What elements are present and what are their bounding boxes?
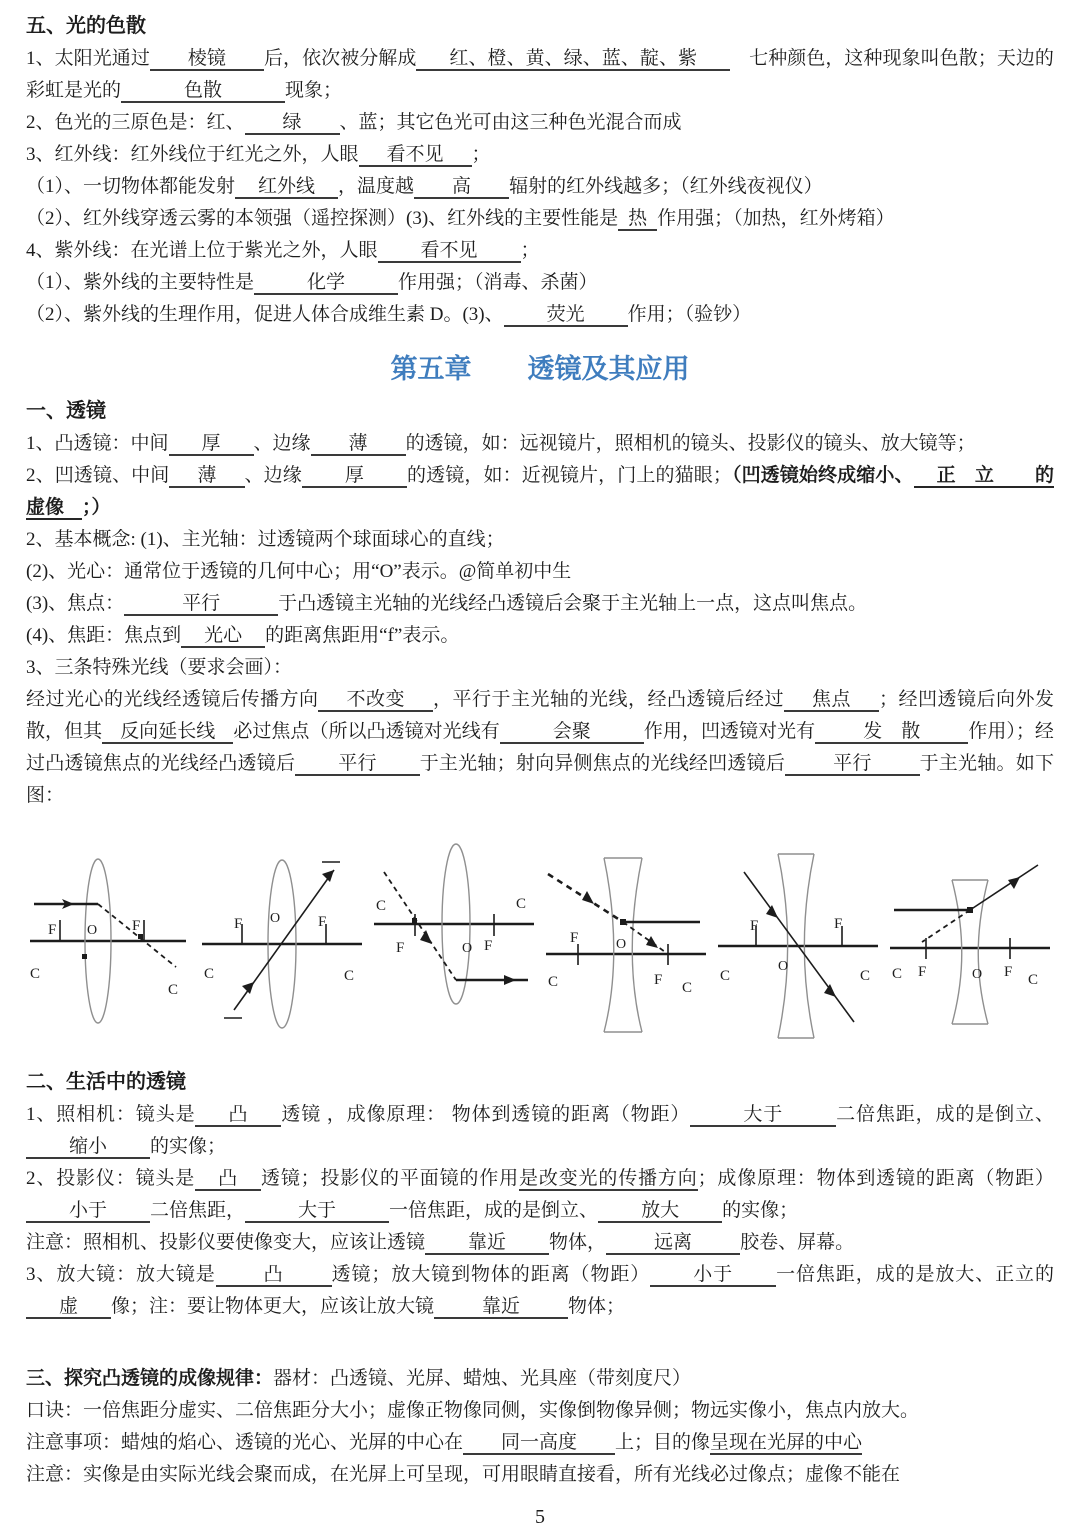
text-run: 的透镜，如：近视镜片，门上的猫眼； bbox=[407, 465, 732, 486]
label-c-right: C bbox=[516, 896, 527, 912]
paragraph bbox=[26, 556, 1054, 588]
label-c-left: C bbox=[720, 968, 731, 984]
text-run: ；） bbox=[82, 497, 111, 518]
virtual-extension bbox=[922, 910, 970, 942]
arrowhead bbox=[504, 975, 516, 985]
paragraph bbox=[26, 267, 1054, 299]
paragraph bbox=[26, 652, 1054, 684]
text-run: 作用）；经过凸透镜焦点的光线经凸透镜后 bbox=[26, 721, 1054, 774]
blank-answer: 正 立 bbox=[914, 465, 1017, 488]
blank-answer: 平行 bbox=[124, 593, 278, 616]
text-run: 上；目的像 bbox=[615, 1432, 711, 1453]
label-f-left: F bbox=[570, 930, 579, 946]
text-run: 2、色光的三原色是：红、 bbox=[26, 112, 245, 133]
text-run: ； bbox=[471, 144, 491, 165]
text-run: 4、紫外线：在光谱上位于紫光之外，人眼 bbox=[26, 240, 378, 261]
blank-answer: 看不见 bbox=[378, 240, 521, 263]
blank-answer: 小于 bbox=[650, 1264, 776, 1287]
paragraph bbox=[26, 1227, 1054, 1259]
paragraph bbox=[26, 1163, 1054, 1227]
paragraph bbox=[26, 235, 1054, 267]
blank-answer: 红外线 bbox=[235, 176, 338, 199]
section-body bbox=[26, 428, 1054, 812]
text-run: 物体； bbox=[568, 1296, 626, 1317]
label-f-right: F bbox=[132, 918, 141, 934]
text-run: 二倍焦距，成的是倒立、 bbox=[836, 1104, 1054, 1125]
diagram-convex-focus-ray bbox=[370, 816, 538, 1048]
label-f-right: F bbox=[654, 972, 663, 988]
blank-answer: 色散 bbox=[121, 80, 285, 103]
text-run: ； bbox=[520, 240, 540, 261]
text-run: 2、基本概念: (1)、主光轴：过透镜两个球面球心的直线； bbox=[26, 529, 505, 550]
label-f-left: F bbox=[396, 940, 405, 956]
blank-answer: 凸 bbox=[195, 1168, 261, 1191]
label-c-left: C bbox=[204, 966, 215, 982]
blank-answer: 放大 bbox=[598, 1200, 722, 1223]
section-body bbox=[26, 1099, 1054, 1323]
blank-answer: 的虚像 bbox=[26, 465, 1054, 518]
text-run: 作用，凹透镜对光有 bbox=[643, 721, 816, 742]
diagram-concave-parallel-ray bbox=[886, 816, 1054, 1048]
label-optical-center: O bbox=[270, 911, 281, 926]
paragraph bbox=[26, 139, 1054, 171]
blank-answer: 反向延长线 bbox=[102, 721, 233, 744]
text-run: （2）、红外线穿透云雾的本领强（遥控探测）(3)、红外线的主要性能是 bbox=[26, 208, 619, 229]
label-c-right: C bbox=[168, 982, 179, 998]
label-c-right: C bbox=[860, 968, 871, 984]
blank-answer: 看不见 bbox=[359, 144, 472, 167]
text-run: 辐射的红外线越多；（红外线夜视仪） bbox=[509, 176, 823, 197]
label-c-left: C bbox=[548, 974, 559, 990]
blank-answer: 棱镜 bbox=[150, 48, 264, 71]
text-run: (3)、焦点： bbox=[26, 593, 125, 614]
label-f-left: F bbox=[234, 916, 243, 932]
text-run: 于凸透镜主光轴的光线经凸透镜后会聚于主光轴上一点，这点叫焦点。 bbox=[278, 593, 868, 614]
blank-answer: 大于 bbox=[245, 1200, 389, 1223]
blank-answer: 小于 bbox=[26, 1200, 150, 1223]
blank-answer: 大于 bbox=[690, 1104, 836, 1127]
chapter-number: 第五章 bbox=[390, 354, 472, 384]
blank-answer: 高 bbox=[414, 176, 509, 199]
text-run: 三、探究凸透镜的成像规律： bbox=[26, 1368, 274, 1389]
text-run: 作用强；（加热，红外烤箱） bbox=[657, 208, 895, 229]
blank-answer: 虚 bbox=[26, 1296, 111, 1319]
section-body bbox=[26, 1363, 1054, 1491]
text-run: ，温度越 bbox=[338, 176, 415, 197]
junction-dot bbox=[967, 907, 973, 913]
diagram-convex-parallel-ray bbox=[26, 816, 194, 1048]
text-run: 注意事项：蜡烛的焰心、透镜的光心、光屏的中心在 bbox=[26, 1432, 464, 1453]
text-run: 的实像； bbox=[150, 1136, 227, 1157]
blank-answer: 平行 bbox=[295, 753, 419, 776]
arrowhead bbox=[766, 905, 778, 918]
blank-answer: 会聚 bbox=[500, 721, 644, 744]
junction-dot bbox=[620, 919, 626, 925]
blank-answer: 平行 bbox=[785, 753, 919, 776]
text-run: 透镜；放大镜到物体的距离（物距） bbox=[331, 1264, 651, 1285]
label-c-left: C bbox=[376, 898, 387, 914]
text-run: 3、红外线：红外线位于红光之外，人眼 bbox=[26, 144, 359, 165]
label-optical-center: O bbox=[87, 923, 98, 938]
blank-answer: 热 bbox=[618, 208, 657, 231]
section-heading: 一、透镜 bbox=[26, 400, 106, 422]
paragraph bbox=[26, 684, 1054, 812]
chapter-name: 透镜及其应用 bbox=[527, 354, 690, 384]
diagram-concave-center-ray bbox=[714, 816, 882, 1048]
label-c-right: C bbox=[344, 968, 355, 984]
section-light-dispersion bbox=[26, 10, 1054, 331]
blank-answer: 远离 bbox=[606, 1232, 740, 1255]
text-run: 经过光心的光线经透镜后传播方向 bbox=[26, 689, 319, 710]
blank-answer: 厚 bbox=[302, 465, 407, 488]
blank-answer: 同一高度 bbox=[463, 1432, 615, 1455]
text-run: 于主光轴。如下图： bbox=[26, 753, 1054, 806]
blank-answer: 焦点 bbox=[784, 689, 879, 712]
label-optical-center: O bbox=[462, 941, 473, 956]
text-run: 2、凹透镜、中间 bbox=[26, 465, 170, 486]
text-run: 的实像； bbox=[722, 1200, 799, 1221]
lens-ray-diagrams bbox=[26, 816, 1054, 1054]
text-run: 、边缘 bbox=[253, 433, 311, 454]
arrowhead bbox=[646, 936, 658, 948]
section-lenses-in-life bbox=[26, 1066, 1054, 1323]
focus-dot bbox=[412, 918, 417, 923]
text-run: 、蓝；其它色光可由这三种色光混合而成 bbox=[339, 112, 682, 133]
label-f-right: F bbox=[834, 916, 843, 932]
blank-answer: 靠近 bbox=[425, 1232, 549, 1255]
text-run: 的透镜，如：远视镜片，照相机的镜头、投影仪的镜头、放大镜等； bbox=[405, 433, 976, 454]
paragraph bbox=[26, 1259, 1054, 1323]
text-run: 1、太阳光通过 bbox=[26, 48, 150, 69]
page-number: 5 bbox=[535, 1506, 545, 1528]
diagram-convex-center-ray bbox=[198, 816, 366, 1048]
text-run: 的距离焦距用“f”表示。 bbox=[265, 625, 460, 646]
text-run: 器材：凸透镜、光屏、蜡烛、光具座（带刻度尺） bbox=[273, 1368, 692, 1389]
blank-answer: 凸 bbox=[195, 1104, 281, 1127]
label-f-left: F bbox=[750, 918, 759, 934]
text-run: 一倍焦距，成的是倒立、 bbox=[389, 1200, 599, 1221]
text-run: 1、照相机：镜头是 bbox=[26, 1104, 196, 1125]
text-run: 现象； bbox=[285, 80, 343, 101]
section-body bbox=[26, 43, 1054, 331]
label-optical-center: O bbox=[778, 959, 789, 974]
label-f-right: F bbox=[1004, 964, 1013, 980]
label-optical-center: O bbox=[972, 967, 983, 982]
paragraph bbox=[26, 1363, 1054, 1395]
text-run: （1）、一切物体都能发射 bbox=[26, 176, 236, 197]
incident-ray bbox=[384, 872, 456, 980]
paragraph bbox=[26, 107, 1054, 139]
paragraph bbox=[26, 203, 1054, 235]
text-run: 2、投影仪：镜头是 bbox=[26, 1168, 196, 1189]
blank-answer: 发 散 bbox=[815, 721, 968, 744]
refracted-ray bbox=[970, 865, 1038, 910]
paragraph bbox=[26, 428, 1054, 460]
blank-answer: 厚 bbox=[169, 433, 254, 456]
text-run: 3、放大镜：放大镜是 bbox=[26, 1264, 216, 1285]
paragraph bbox=[26, 524, 1054, 556]
text-run: 必过焦点（所以凸透镜对光线有 bbox=[233, 721, 500, 742]
blank-answer: 靠近 bbox=[434, 1296, 568, 1319]
blank-answer: 绿 bbox=[245, 112, 340, 135]
text-run: 作用强；（消毒、杀菌） bbox=[398, 272, 598, 293]
label-f-right: F bbox=[484, 938, 493, 954]
label-f-left: F bbox=[48, 922, 57, 938]
virtual-path bbox=[623, 922, 668, 954]
text-run: 1、凸透镜：中间 bbox=[26, 433, 169, 454]
label-c-right: C bbox=[1028, 972, 1039, 988]
paragraph bbox=[26, 1395, 1054, 1427]
text-run: 、边缘 bbox=[244, 465, 302, 486]
text-run: 注意：实像是由实际光线会聚而成，在光屏上可呈现，可用眼睛直接看，所有光线必过像点；虚像不能在 bbox=[26, 1464, 901, 1485]
text-run: ；经凹透镜后向外发散，但其 bbox=[26, 689, 1054, 742]
text-run: 3、三条特殊光线（要求会画）： bbox=[26, 657, 293, 678]
section-imaging-rules bbox=[26, 1363, 1054, 1491]
arrowhead bbox=[582, 891, 594, 904]
chapter-title bbox=[26, 351, 1054, 387]
blank-answer: 缩小 bbox=[26, 1136, 150, 1159]
label-f-left: F bbox=[918, 964, 927, 980]
label-optical-center: O bbox=[616, 937, 627, 952]
diagram-concave-far-focus-ray bbox=[542, 816, 710, 1048]
text-run: 物体， bbox=[549, 1232, 607, 1253]
paragraph bbox=[26, 171, 1054, 203]
blank-answer: 薄 bbox=[311, 433, 406, 456]
paragraph bbox=[26, 1459, 1054, 1491]
section-heading: 五、光的色散 bbox=[26, 15, 146, 37]
arrowhead bbox=[242, 982, 254, 994]
focus-dot bbox=[138, 934, 143, 939]
text-run: ；成像原理：物体到透镜的距离（物距） bbox=[697, 1168, 1054, 1189]
section-lenses bbox=[26, 395, 1054, 812]
arrowhead bbox=[322, 870, 334, 882]
label-f-right: F bbox=[318, 914, 327, 930]
label-c-left: C bbox=[892, 966, 903, 982]
text-run: 后，依次被分解成 bbox=[263, 48, 417, 69]
text-run: (4)、焦距：焦点到 bbox=[26, 625, 182, 646]
text-run: 注意：照相机、投影仪要使像变大，应该让透镜 bbox=[26, 1232, 426, 1253]
arrowhead bbox=[420, 930, 432, 944]
blank-answer: 不改变 bbox=[318, 689, 433, 712]
text-run: （凹透镜始终成缩小、 bbox=[731, 465, 914, 486]
paragraph bbox=[26, 588, 1054, 620]
paragraph bbox=[26, 1099, 1054, 1163]
blank-answer: 化学 bbox=[254, 272, 398, 295]
text-run: （2）、紫外线的生理作用，促进人体合成维生素 D。(3)、 bbox=[26, 304, 504, 325]
paragraph bbox=[26, 460, 1054, 524]
blank-answer: 红、橙、黄、绿、蓝、靛、紫 bbox=[416, 48, 730, 71]
blank-answer: 凸 bbox=[216, 1264, 332, 1287]
blank-answer: 薄 bbox=[169, 465, 244, 488]
text-run: （1）、紫外线的主要特性是 bbox=[26, 272, 255, 293]
text-run: 透镜；投影仪的平面镜的作用 bbox=[260, 1168, 519, 1189]
paragraph bbox=[26, 299, 1054, 331]
text-run: 呈现在光屏的中心 bbox=[710, 1432, 863, 1453]
text-run: 一倍焦距，成的是放大、正立的 bbox=[776, 1264, 1054, 1285]
text-run: 是改变光的传播方向 bbox=[518, 1168, 698, 1189]
paragraph bbox=[26, 620, 1054, 652]
text-run: 作用；（验钞） bbox=[627, 304, 752, 325]
blank-answer: 光心 bbox=[181, 625, 265, 648]
focus-dot bbox=[82, 954, 87, 959]
arrowhead bbox=[824, 984, 836, 997]
text-run: (2)、光心：通常位于透镜的几何中心；用“O”表示。@简单初中生 bbox=[26, 561, 572, 582]
text-run: 透镜 ，成像原理： 物体到透镜的距离（物距） bbox=[281, 1104, 691, 1125]
label-c-left: C bbox=[30, 966, 41, 982]
paragraph bbox=[26, 1427, 1054, 1459]
text-run: 于主光轴；射向异侧焦点的光线经凹透镜后 bbox=[419, 753, 786, 774]
paragraph bbox=[26, 43, 1054, 107]
label-c-right: C bbox=[682, 980, 693, 996]
text-run: 七种颜色，这种现象叫色散；天边的彩虹是光的 bbox=[26, 48, 1054, 101]
blank-answer: 荧光 bbox=[504, 304, 628, 327]
section-heading: 二、生活中的透镜 bbox=[26, 1071, 186, 1093]
text-run: 像；注：要让物体更大，应该让放大镜 bbox=[111, 1296, 435, 1317]
text-run: 口诀：一倍焦距分虚实、二倍焦距分大小；虚像正物像同侧，实像倒物像异侧；物远实像小，焦点内放大。 bbox=[26, 1400, 920, 1421]
text-run: ，平行于主光轴的光线，经凸透镜后经过 bbox=[432, 689, 784, 710]
text-run: 二倍焦距， bbox=[150, 1200, 246, 1221]
text-run: 胶卷、屏幕。 bbox=[740, 1232, 855, 1253]
